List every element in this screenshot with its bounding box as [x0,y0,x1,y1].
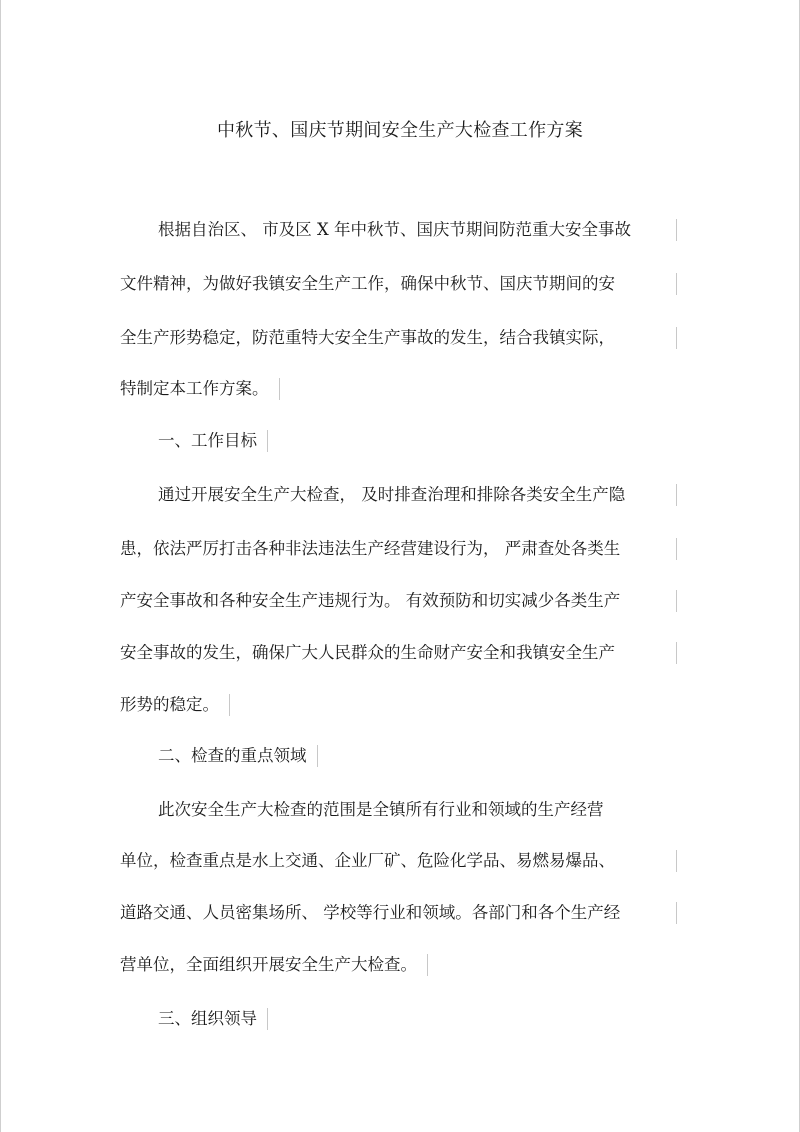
paragraph-line: 特制定本工作方案。 [120,378,280,400]
paragraph-line: 通过开展安全生产大检查， 及时排查治理和排除各类安全生产隐 [158,484,677,506]
paragraph-line: 安全事故的发生，确保广大人民群众的生命财产安全和我镇安全生产 [120,642,677,664]
section-heading: 二、检查的重点领域 [158,745,318,767]
paragraph-line: 单位，检查重点是水上交通、企业厂矿、危险化学品、易燃易爆品、 [120,850,677,872]
paragraph-line: 全生产形势稳定，防范重特大安全生产事故的发生，结合我镇实际， [120,327,677,349]
paragraph-line: 营单位，全面组织开展安全生产大检查。 [120,954,428,976]
paragraph-line: 文件精神，为做好我镇安全生产工作，确保中秋节、国庆节期间的安 [120,273,677,295]
paragraph-line: 此次安全生产大检查的范围是全镇所有行业和领域的生产经营 [158,800,604,819]
section-heading: 三、组织领导 [158,1008,268,1030]
document-title: 中秋节、国庆节期间安全生产大检查工作方案 [217,120,583,141]
paragraph-line: 产安全事故和各种安全生产违规行为。 有效预防和切实减少各类生产 [120,590,677,612]
section-heading: 一、工作目标 [158,430,268,452]
paragraph-line: 根据自治区、 市及区 X 年中秋节、国庆节期间防范重大安全事故 [158,219,677,241]
paragraph-line: 形势的稳定。 [120,694,230,716]
paragraph-line: 患，依法严厉打击各种非法违法生产经营建设行为， 严肃查处各类生 [120,538,677,560]
paragraph-line: 道路交通、人员密集场所、 学校等行业和领域。各部门和各个生产经 [120,902,677,924]
